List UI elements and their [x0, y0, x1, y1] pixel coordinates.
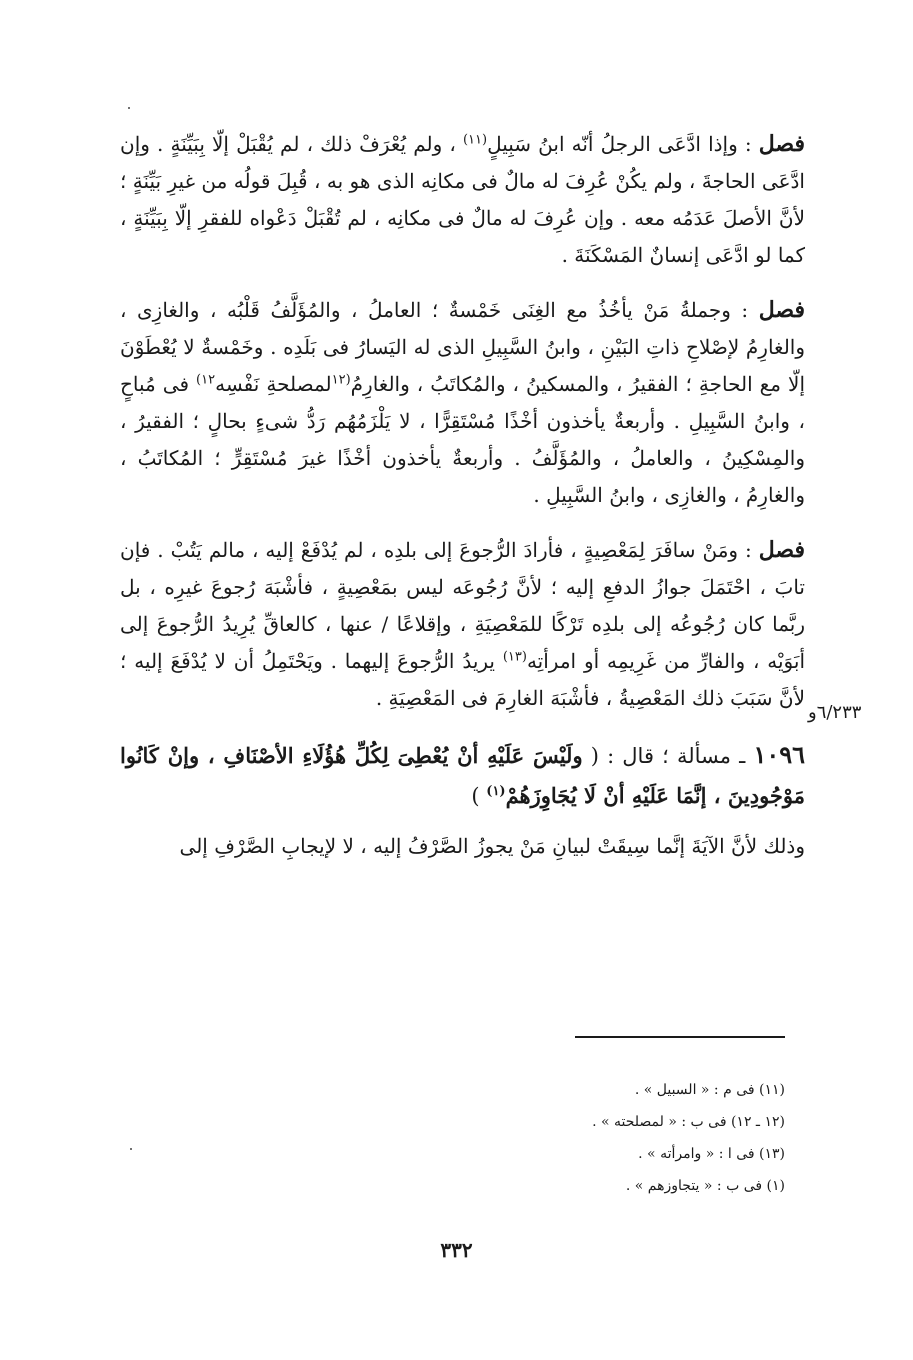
footnote: (١٢ ـ ١٢) فى ب : « لمصلحته » .	[592, 1114, 785, 1130]
section-keyword: فصل	[758, 537, 805, 563]
footnote-divider	[575, 1036, 785, 1038]
paragraph-text: فى مُباحٍ ، وابنُ السَّبِيلِ . وأربعةٌ يأخذون أخْذًا مُسْتَقِرًّا ، لا يَلْزَمُهُم رَدُّ شىءٍ بحالٍ ؛ الفقيرُ ، والمِسْكِينُ ، والعاملُ ، والمُؤَلَّفُ . وأربعةٌ يأخذون أخْذًا غيرَ مُسْتَقِرٍّ ؛ المُكاتَبُ ، والغارِمُ ، والغازِى ، وابنُ السَّبِيلِ .	[120, 372, 805, 507]
footnotes	[500, 1074, 785, 1202]
scan-speck	[128, 107, 130, 109]
main-text	[120, 126, 805, 883]
paragraph-text: ، ولم يُعْرَفْ ذلك ، لم يُقْبَلْ إلّا بِبَيِّنَةٍ . وإن ادَّعَى الحاجةَ ، ولم يكُنْ عُرِفَ له مالٌ فى مكانِه الذى هو به ، قُبِلَ قولُه من غيرِ بَيِّنَةٍ ؛ لأنَّ الأصلَ عَدَمُه معه . وإن عُرِفَ له مالٌ فى مكانِه ، لم تُقْبَلْ دَعْواه للفقرِ إلّا بِبَيِّنَةٍ ، كما لو ادَّعَى إنسانٌ المَسْكَنَةَ .	[120, 132, 805, 267]
issue-heading	[120, 735, 805, 816]
margin-reference: ٦/٢٣٣و	[808, 702, 862, 723]
issue-label: ـ مسألة ؛ قال : (	[582, 744, 754, 768]
paragraph-2	[120, 292, 805, 514]
paragraph-text: لمصلحةِ نَفْسِه	[215, 372, 332, 396]
section-keyword: فصل	[758, 297, 805, 323]
paragraph-1	[120, 126, 805, 274]
issue-close: )	[471, 784, 487, 808]
paragraph-text: يريدُ الرُّجوعَ إليهما . ويَحْتَمِلُ أن لا يُدْفَعَ إليه ؛ لأنَّ سَبَبَ ذلك المَعْصِيةُ ، فأشْبَهَ الغارِمَ فى المَعْصِيَةِ .	[120, 649, 805, 710]
paragraph-text: : وجملةُ مَنْ يأخُذُ مع الغِنَى خَمْسةٌ ؛ العاملُ ، والمُؤَلَّفُ قَلْبُه ، والغازِى ، والغارِمُ لإصْلاحِ ذاتِ البَيْنِ ، وابنُ السَّبِيلِ الذى له اليَسارُ فى بَلَدِه . وخَمْسةٌ لا يُعْطَوْنَ إلّا مع الحاجةِ ؛ الفقيرُ ، والمسكينُ ، والمُكاتَبُ ، والغارِمُ	[120, 298, 806, 396]
section-keyword: فصل	[758, 131, 805, 157]
footnote-ref: ١٢)	[196, 372, 216, 388]
scan-speck	[130, 1148, 132, 1150]
paragraph-text: : وإذا ادَّعَى الرجلُ أنّه ابنُ سَبِيلٍ	[487, 132, 759, 156]
paragraph-text: : ومَنْ سافَرَ لِمَعْصِيةٍ ، فأرادَ الرُّجوعَ إلى بلدِه ، لم يُدْفَعْ إليه ، مالم يَتُبْ . فإن تابَ ، احْتَمَلَ جوازُ الدفعِ إليه ؛ لأنَّ رُجُوعَه ليس بمَعْصِيةٍ ، فأشْبَهَ رُجوعَ غيرِه ، بل ربَّما كان رُجُوعُه إلى بلدِه تَرْكًا للمَعْصِيَةِ ، وإقلاعًا / عنها ، كالعاقِّ يُرِيدُ الرُّجوعَ إلى أبَوَيْه ، والفارِّ من غَرِيمِه أو امرأتِه	[120, 538, 805, 673]
issue-number: ١٠٩٦	[753, 740, 805, 769]
footnote-ref: (١٣)	[502, 649, 527, 665]
footnote-ref: (١١)	[462, 132, 488, 148]
footnote: (١١) فى م : « السبيل » .	[634, 1082, 785, 1098]
closing-paragraph: وذلك لأنَّ الآيَةَ إنَّما سِيقَتْ لبيانِ مَنْ يجوزُ الصَّرْفُ إليه ، لا لإيجابِ الصَّرْفِ إلى	[179, 834, 805, 858]
page-number: ٣٣٢	[440, 1238, 473, 1262]
footnote: (١) فى ب : « يتجاوزهم » .	[625, 1178, 785, 1194]
footnote-ref: (١٢	[331, 372, 351, 388]
footnote: (١٣) فى ا : « وامرأته » .	[638, 1146, 785, 1162]
paragraph-3	[120, 532, 805, 717]
issue-text: ولَيْسَ عَلَيْهِ أنْ يُعْطِىَ لِكُلِّ هُؤُلَاءِ الأصْنَافِ ، وإنْ كَانُوا مَوْجُودِينَ ، إنَّمَا عَلَيْهِ أنْ لَا يُجَاوِزَهُمْ	[120, 743, 805, 808]
footnote-ref: (١)	[486, 784, 506, 799]
